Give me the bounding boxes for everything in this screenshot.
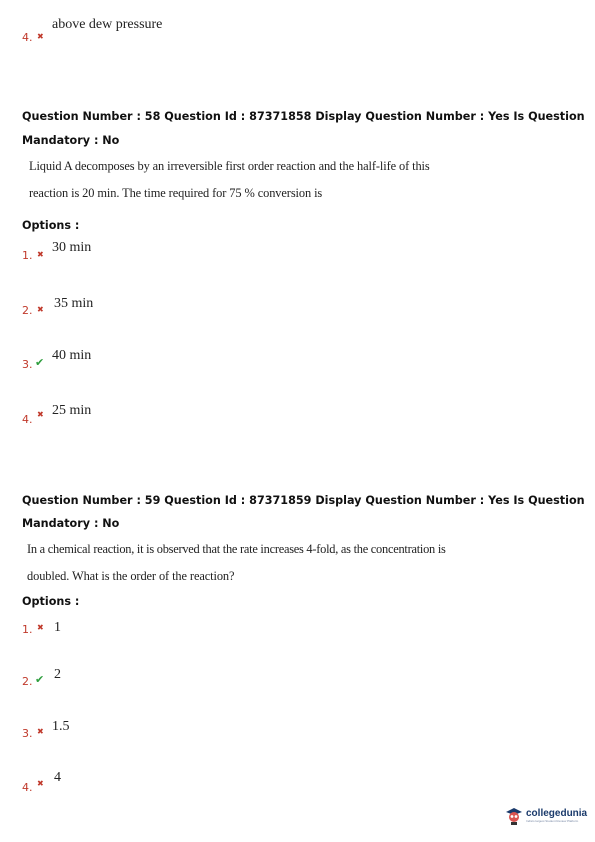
option-number: 2.	[22, 675, 33, 688]
question-header: Question Number : 58 Question Id : 87371858 Display Question Number : Yes Is Question	[22, 110, 585, 123]
wrong-mark-icon: ✖	[37, 727, 44, 736]
option-number: 2.	[22, 304, 33, 317]
option-number: 1.	[22, 623, 33, 636]
option-text: 40 min	[52, 348, 92, 363]
collegedunia-logo	[504, 806, 587, 826]
options-label: Options :	[22, 595, 80, 608]
question-text-line1: In a chemical reaction, it is observed that the rate increases 4-fold, as the concentration is	[27, 542, 446, 556]
options-label: Options :	[22, 219, 80, 232]
option-number: 4.	[22, 781, 33, 794]
option-number: 3.	[22, 358, 33, 371]
graduate-mascot-icon	[504, 806, 524, 826]
option-text: 1.5	[52, 719, 70, 734]
option-text: 1	[54, 620, 61, 635]
wrong-mark-icon: ✖	[37, 410, 44, 419]
question-mandatory: Mandatory : No	[22, 517, 120, 530]
option-number: 4.	[22, 31, 33, 44]
question-text-line1: Liquid A decomposes by an irreversible first order reaction and the half-life of this	[29, 159, 430, 173]
question-text-line2: reaction is 20 min. The time required for 75 % conversion is	[29, 186, 323, 200]
wrong-mark-icon: ✖	[37, 305, 44, 314]
option-number: 1.	[22, 249, 33, 262]
question-mandatory: Mandatory : No	[22, 134, 120, 147]
option-text: above dew pressure	[52, 17, 163, 32]
correct-mark-icon: ✔	[35, 673, 45, 686]
wrong-mark-icon: ✖	[37, 32, 44, 41]
correct-mark-icon: ✔	[35, 356, 45, 369]
option-text: 2	[54, 667, 61, 682]
option-text: 25 min	[52, 403, 92, 418]
question-text-line2: doubled. What is the order of the reaction?	[27, 569, 235, 583]
option-text: 4	[54, 770, 61, 785]
logo-tagline: India's largest Student Review Platform	[526, 819, 579, 823]
wrong-mark-icon: ✖	[37, 623, 44, 632]
option-text: 30 min	[52, 240, 92, 255]
question-header: Question Number : 59 Question Id : 87371859 Display Question Number : Yes Is Question	[22, 494, 585, 507]
option-text: 35 min	[54, 296, 94, 311]
option-number: 3.	[22, 727, 33, 740]
logo-wordmark: collegedunia	[526, 808, 588, 819]
wrong-mark-icon: ✖	[37, 250, 44, 259]
wrong-mark-icon: ✖	[37, 779, 44, 788]
option-number: 4.	[22, 413, 33, 426]
